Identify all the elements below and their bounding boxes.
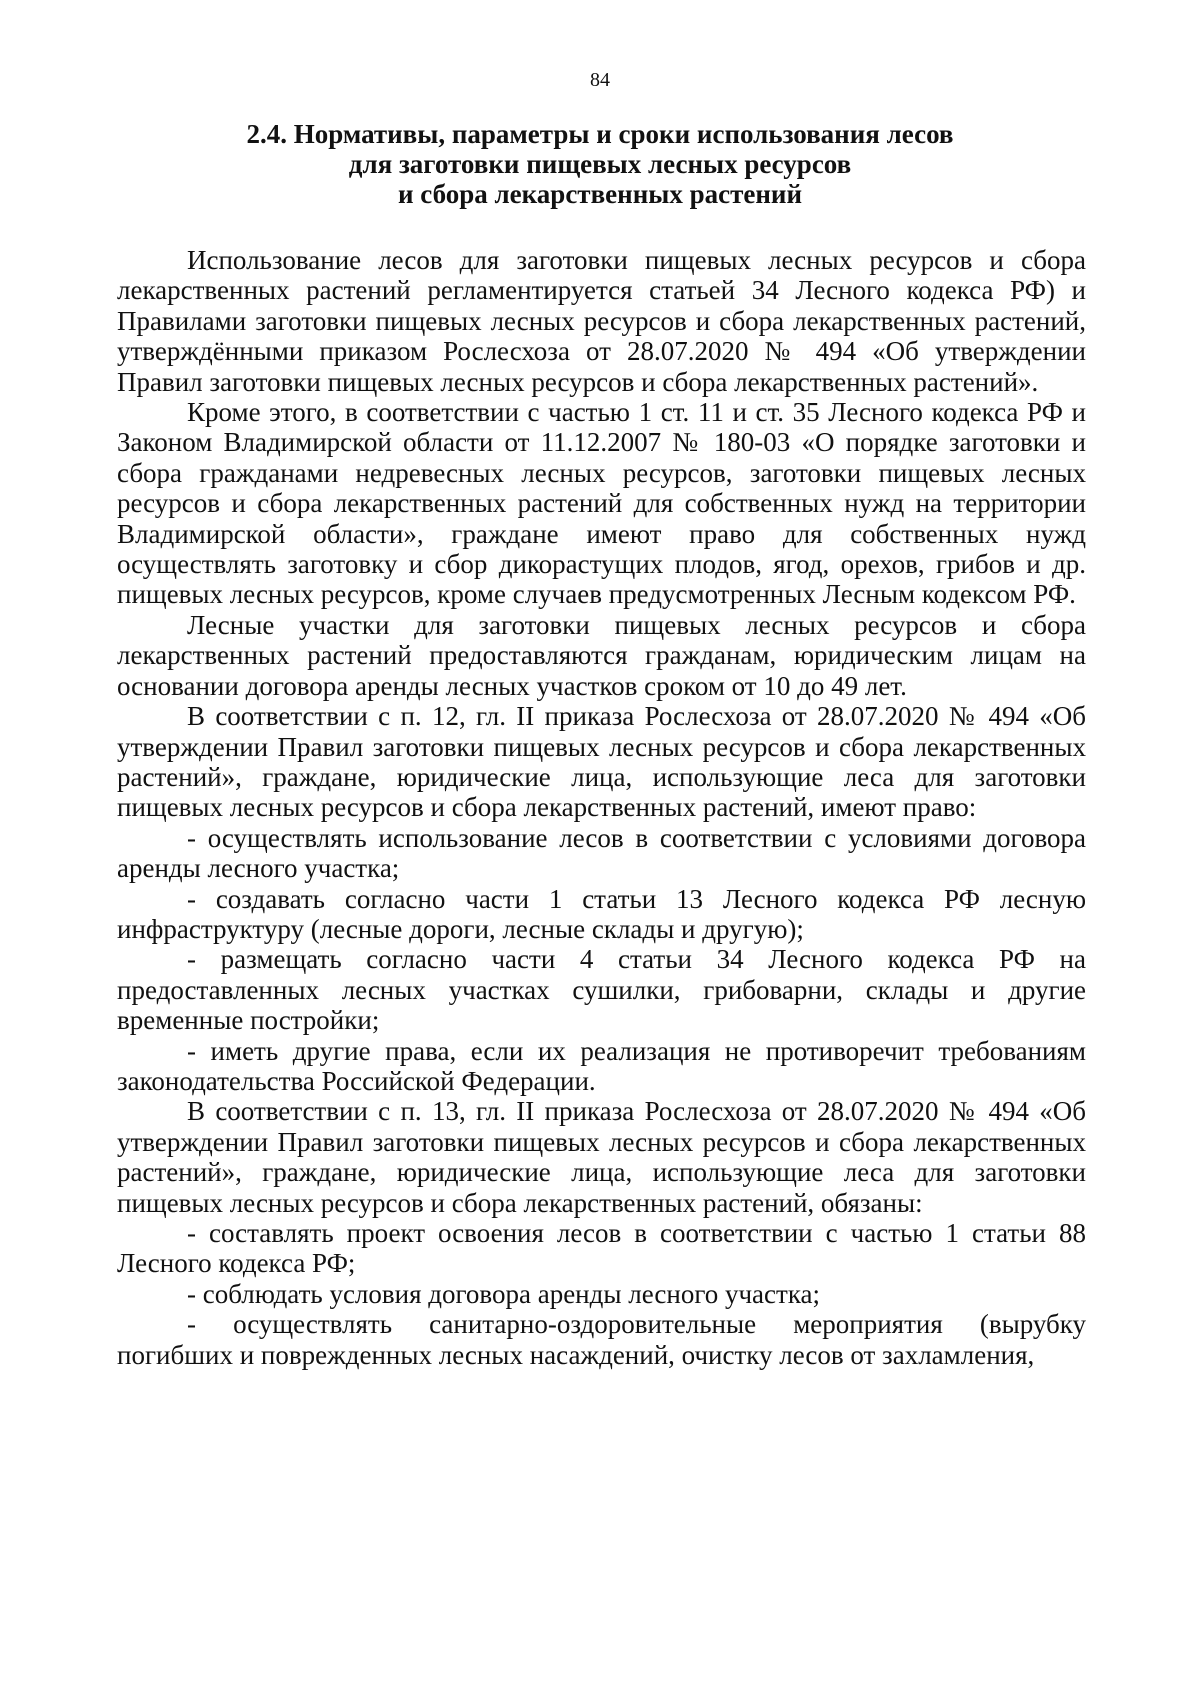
section-heading [120,119,1080,209]
page-number: 84 [590,69,610,91]
body-text [117,245,1086,1370]
list-item-obligation-2: - соблюдать условия договора аренды лесного участка; [187,1278,821,1309]
paragraph-citizens-rights: Кроме этого, в соответствии с частью 1 ст. 11 и ст. 35 Лесного кодекса РФ и Законом Владимирской области от 11.12.2007 № 180-03 «О порядке заготовки и сбора гражданами недревесных лесных ресурсов, заготовки пищевых лесных ресурсов и сбора лекарственных растений для собственных нужд на территории Владимирской области», граждане имеют право для собственных нужд осуществлять заготовку и сбор дикорастущих плодов, ягод, орехов, грибов и др. пищевых лесных ресурсов, кроме случаев предусмотренных Лесным кодексом РФ. [117,397,1086,610]
paragraph-intro: Использование лесов для заготовки пищевых лесных ресурсов и сбора лекарственных растений регламентируется статьей 34 Лесного кодекса РФ) и Правилами заготовки пищевых лесных ресурсов и сбора лекарственных растений, утверждёнными приказом Рослесхоза от 28.07.2020 № 494 «Об утверждении Правил заготовки пищевых лесных ресурсов и сбора лекарственных растений». [117,245,1086,397]
list-item-right-1: - осуществлять использование лесов в соответствии с условиями договора аренды лесного участка; [117,822,1086,884]
list-item-right-2: - создавать согласно части 1 статьи 13 Лесного кодекса РФ лесную инфраструктуру (лесные дороги, лесные склады и другую); [117,883,1086,944]
list-item-right-3: - размещать согласно части 4 статьи 34 Лесного кодекса РФ на предоставленных лесных участках сушилки, грибоварни, склады и другие временные постройки; [117,944,1086,1036]
list-item-right-4: - иметь другие права, если их реализация не противоречит требованиям законодательства Российской Федерации. [117,1035,1086,1096]
list-item-obligation-3: - осуществлять санитарно-оздоровительные мероприятия (вырубку погибших и поврежденных лесных насаждений, очистку лесов от захламления, [117,1309,1086,1370]
section-heading-line-1: 2.4. Нормативы, параметры и сроки использования лесов [246,119,954,149]
section-heading-line-3: и сбора лекарственных растений [398,179,802,209]
section-heading-line-2: для заготовки пищевых лесных ресурсов [348,149,852,179]
list-item-obligation-1: - составлять проект освоения лесов в соответствии с частью 1 статьи 88 Лесного кодекса РФ; [117,1218,1086,1279]
paragraph-lease-terms: Лесные участки для заготовки пищевых лесных ресурсов и сбора лекарственных растений предоставляются гражданам, юридическим лицам на основании договора аренды лесных участков сроком от 10 до 49 лет. [117,609,1086,701]
paragraph-obligations-intro: В соответствии с п. 13, гл. II приказа Рослесхоза от 28.07.2020 № 494 «Об утверждении Правил заготовки пищевых лесных ресурсов и сбора лекарственных растений», граждане, юридические лица, использующие леса для заготовки пищевых лесных ресурсов и сбора лекарственных растений, обязаны: [117,1096,1086,1218]
paragraph-rights-intro: В соответствии с п. 12, гл. II приказа Рослесхоза от 28.07.2020 № 494 «Об утверждении Правил заготовки пищевых лесных ресурсов и сбора лекарственных растений», граждане, юридические лица, использующие леса для заготовки пищевых лесных ресурсов и сбора лекарственных растений, имеют право: [117,701,1086,823]
